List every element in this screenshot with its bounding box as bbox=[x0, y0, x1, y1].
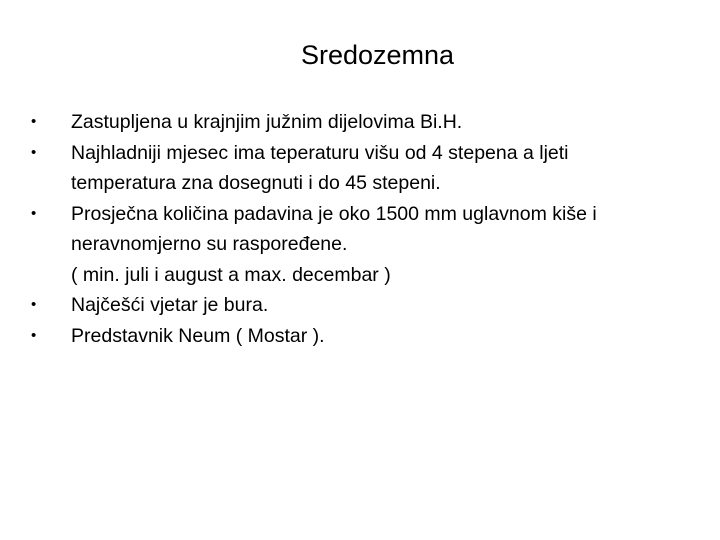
bullet-text bbox=[71, 290, 690, 321]
bullet-line: neravnomjerno su raspoređene. bbox=[71, 233, 348, 255]
bullet-line: temperatura zna dosegnuti i do 45 stepeni. bbox=[71, 172, 441, 194]
bullet-line: Prosječna količina padavina je oko 1500 mm uglavnom kiše i bbox=[71, 202, 597, 225]
bullet-icon: • bbox=[31, 326, 37, 344]
bullet-text bbox=[71, 107, 690, 138]
bullet-icon: • bbox=[31, 296, 37, 313]
bullet-icon: • bbox=[31, 204, 37, 222]
bullet-line: ( min. juli i august a max. decembar ) bbox=[71, 263, 391, 286]
bullet-icon: • bbox=[31, 143, 37, 161]
bullet-text bbox=[71, 321, 690, 352]
bullet-item-zastupljena bbox=[30, 107, 690, 138]
bullet-list bbox=[30, 107, 690, 351]
bullet-item-vjetar bbox=[30, 290, 690, 321]
bullet-item-najhladniji bbox=[30, 138, 690, 199]
bullet-icon: • bbox=[31, 113, 37, 130]
bullet-line: Najčešći vjetar je bura. bbox=[71, 294, 269, 316]
bullet-line: Najhladniji mjesec ima teperaturu višu od 4 stepena a ljeti bbox=[71, 141, 569, 164]
bullet-line: Predstavnik Neum ( Mostar ). bbox=[71, 324, 325, 347]
bullet-item-predstavnik bbox=[30, 321, 690, 352]
bullet-line: Zastupljena u krajnjim južnim dijelovima Bi.H. bbox=[71, 111, 463, 133]
bullet-text bbox=[71, 199, 690, 291]
bullet-text bbox=[71, 138, 690, 199]
bullet-item-padavine bbox=[30, 199, 690, 291]
slide-title: Sredozemna bbox=[300, 40, 455, 70]
